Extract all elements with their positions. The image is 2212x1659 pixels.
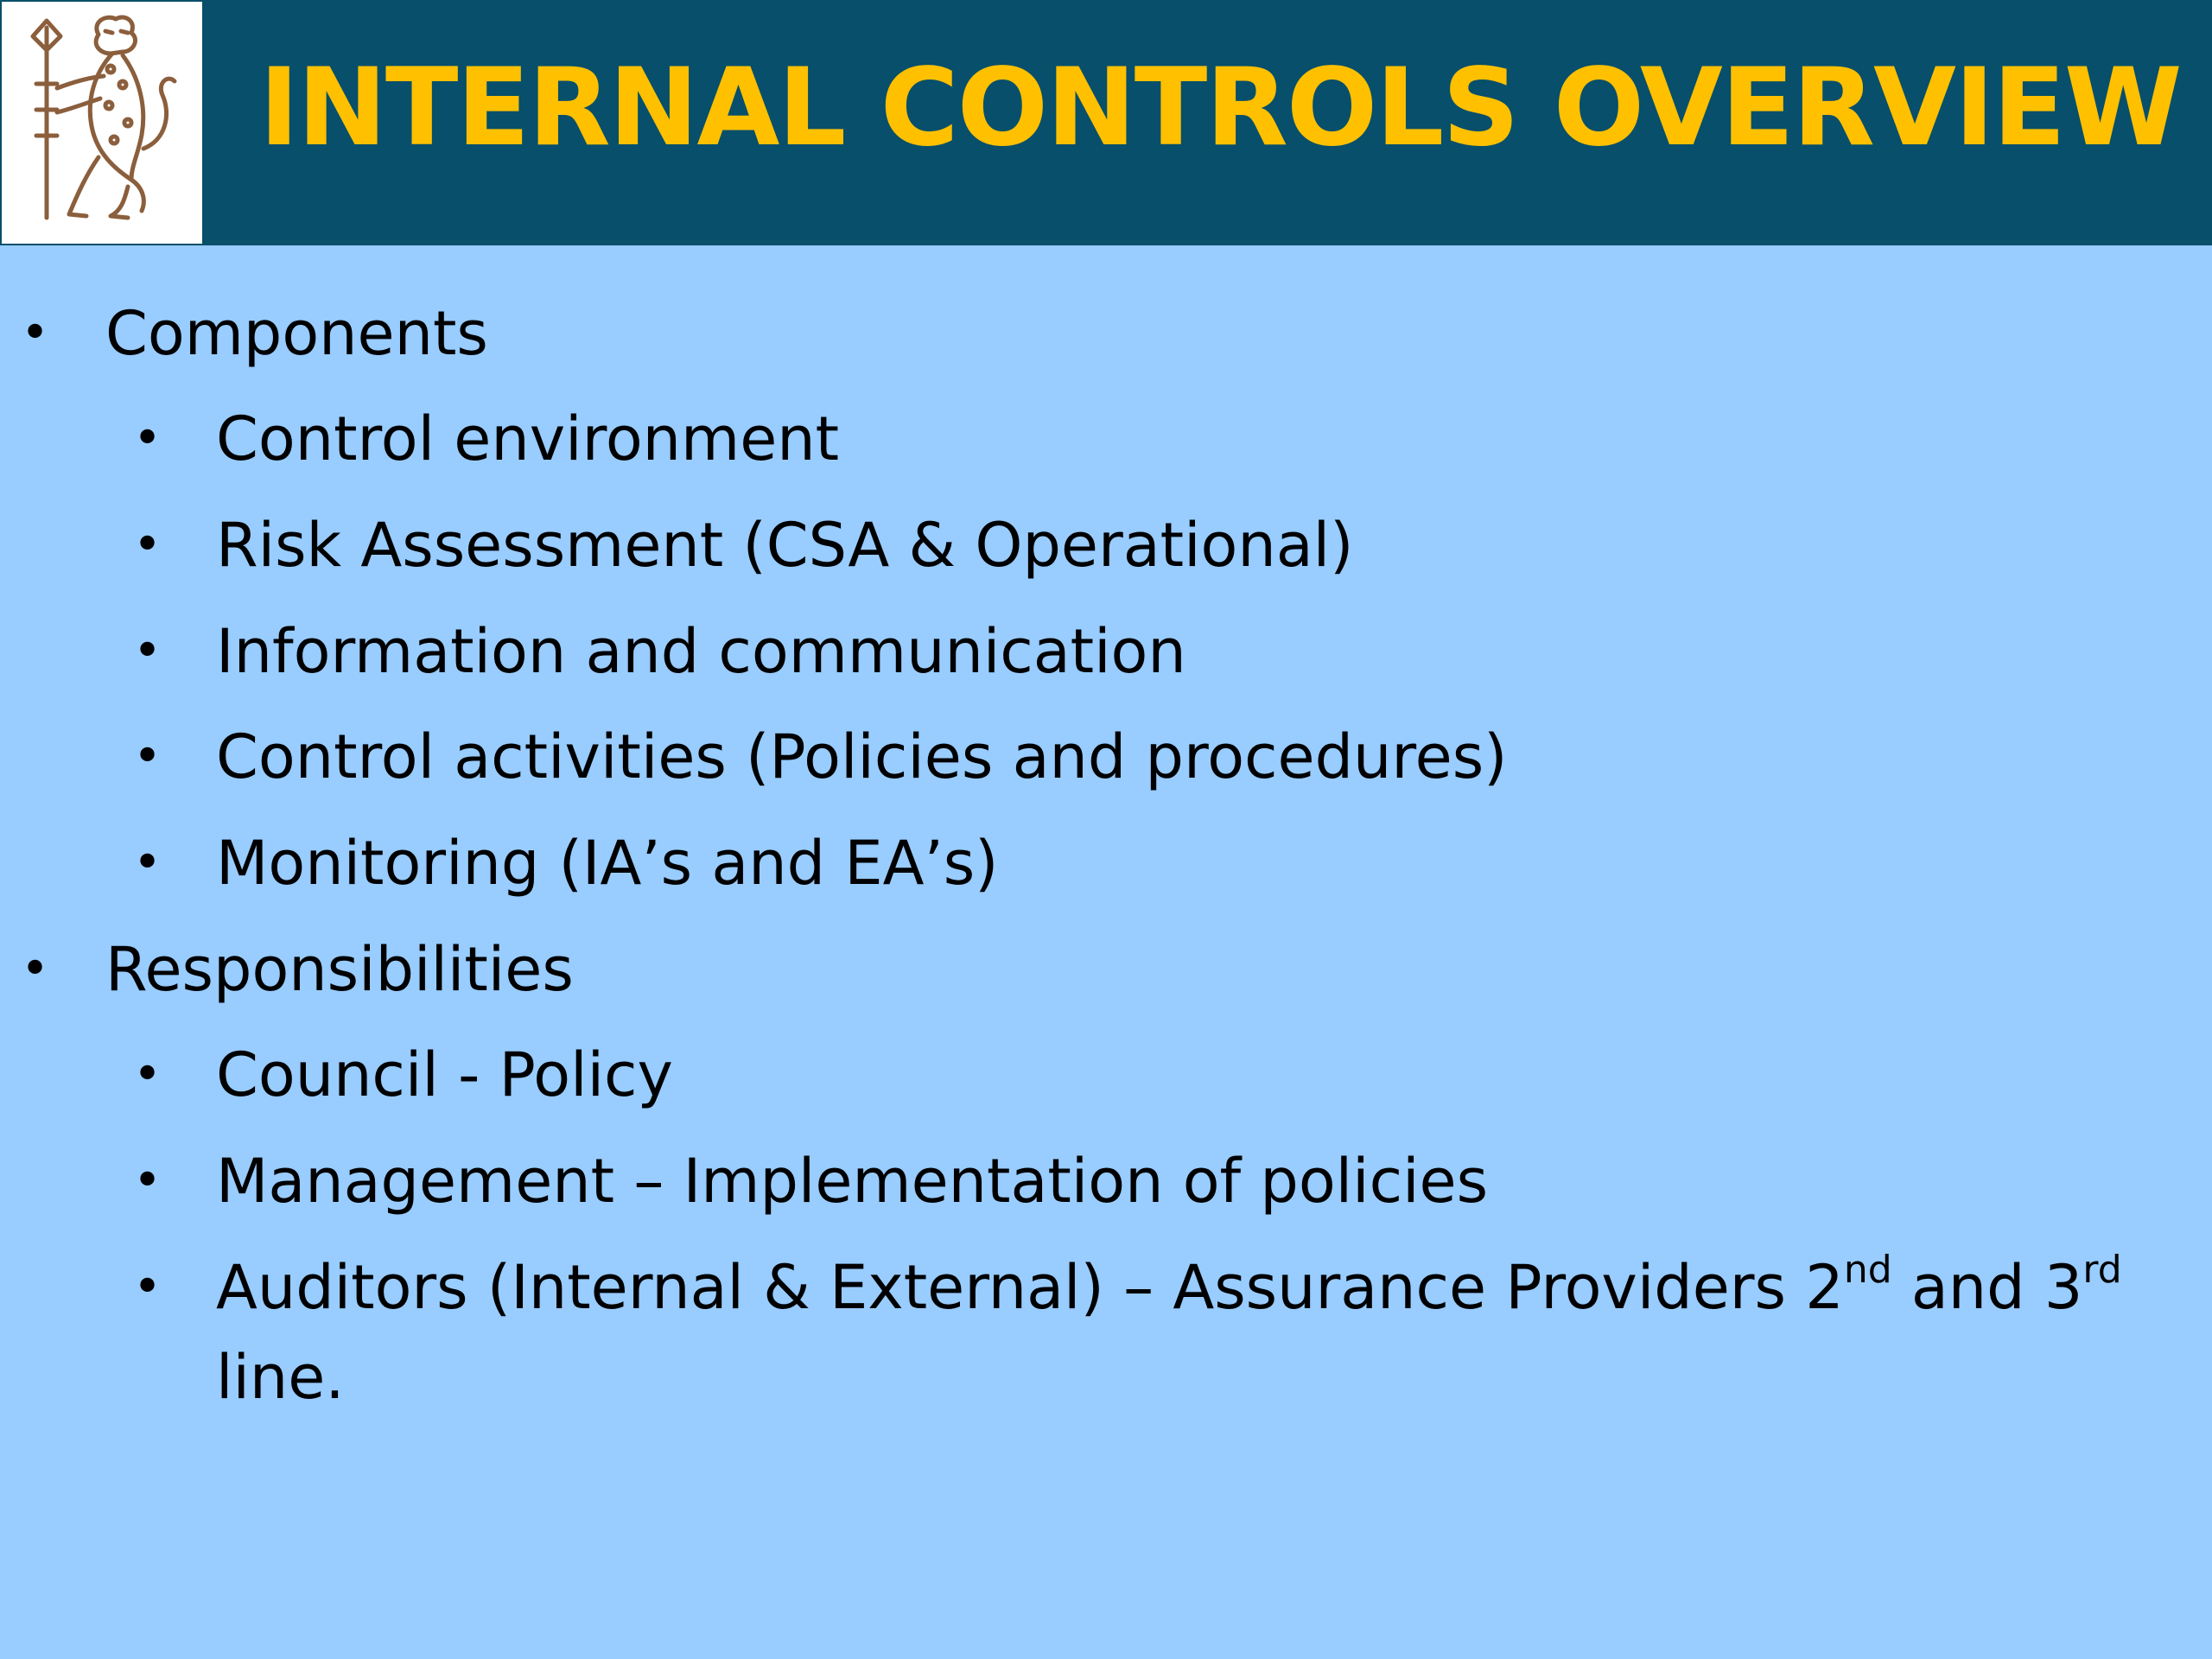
bullet-icon: • [133, 1046, 162, 1103]
bullet-icon: • [21, 305, 50, 361]
list-item-label: Components [105, 298, 488, 369]
auditors-text-part: and 3 [1891, 1252, 2083, 1323]
list-item-responsibilities [21, 925, 574, 1014]
bullet-icon: • [133, 1259, 162, 1315]
ordinal-suffix: nd [1843, 1248, 1892, 1292]
list-item-auditors [133, 1243, 2143, 1422]
auditors-text [216, 1248, 2122, 1413]
list-item-label: Management – Implementation of policies [216, 1146, 1489, 1217]
list-item [133, 712, 1508, 802]
list-item [133, 1136, 1489, 1226]
bullet-icon: • [133, 835, 162, 891]
logo [2, 2, 202, 244]
ordinal-suffix: rd [2082, 1248, 2122, 1292]
list-item-label: Council - Policy [216, 1039, 673, 1110]
list-item-label: Information and communication [216, 616, 1186, 687]
bullet-icon: • [133, 728, 162, 785]
list-item [133, 607, 1186, 696]
slide-header [0, 0, 2212, 245]
list-item [133, 394, 840, 484]
list-item-label: Monitoring (IA’s and EA’s) [216, 828, 999, 899]
list-item-components [21, 289, 488, 378]
list-item-label: Control activities (Policies and procedures) [216, 721, 1508, 792]
bullet-icon: • [133, 517, 162, 573]
list-item [133, 500, 1354, 590]
bullet-icon: • [133, 410, 162, 467]
list-item [133, 818, 999, 908]
bullet-icon: • [21, 941, 50, 997]
heraldic-lion-icon [2, 2, 202, 244]
auditors-text-part: line. [216, 1342, 345, 1413]
bullet-icon: • [133, 1153, 162, 1209]
auditors-text-part: Auditors (Internal & External) – Assurance Providers 2 [216, 1252, 1844, 1323]
list-item-label: Control environment [216, 404, 840, 474]
list-item-label: Risk Assessment (CSA & Operational) [216, 510, 1354, 581]
slide-title: INTERNAL CONTROLS OVERVIEW [259, 46, 2181, 170]
list-item [133, 1030, 673, 1120]
bullet-icon: • [133, 623, 162, 679]
bullet-list [0, 245, 2212, 1659]
list-item-label: Responsibilities [105, 934, 574, 1005]
